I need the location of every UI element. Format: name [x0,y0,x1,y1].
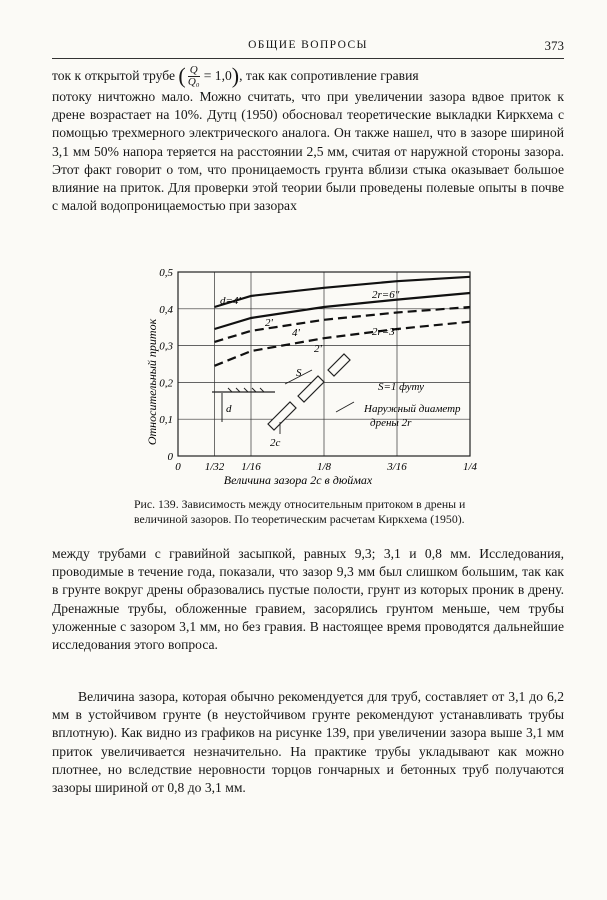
y-axis-label: Относительный приток [145,318,159,446]
paragraph-2: между трубами с гравийной засыпкой, равных 9,3; 3,1 и 0,8 мм. Исследования, проводимые в течение года, показали, что зазор 9,3 мм был слишком большим, так как в грунте вокруг дрены образовались пустые полости, грунт из которых проник в дрену. Дренажные трубы, обложенные гравием, засорялись грунтом меньше, чем трубы уложенные с зазором 3,1 мм, но без гравия. В настоящее время проводятся дальнейшие исследования этого вопроса. [52,546,564,653]
page-header [52,36,564,56]
formula-fraction [188,65,200,88]
drain-pipe-1 [268,402,296,430]
label-2c: 2c [270,437,281,449]
formula-value: = 1,0 [203,68,232,83]
y-tick-label: 0 [167,451,173,463]
label-r3: 2r=3" [372,326,400,338]
header-rule [52,58,564,59]
label-r6: 2r=6" [372,289,400,301]
running-title: ОБЩИЕ ВОПРОСЫ [248,39,368,51]
label-s: S [296,367,302,379]
y-tick-label: 0,4 [159,303,173,316]
label-d2: 2' [265,317,273,329]
chart-series [215,277,471,366]
paragraph-1-text: потоку ничтожно мало. Можно считать, что при увеличении зазора вдвое приток к дрене возрастает на 10%. Дутц (1950) обосновал теоретические выкладки Киркхема с помощью трехмерного электрического аналога. Он также нашел, что в зазоре шириной 3,1 мм 50% напора теряется на расстоянии 2,5 мм, считая от наружной стороны зазора. Этот факт говорит о том, что проницаемость грунта вблизи стыка оказывает большое влияние на приток. Для проверки этой теории были проведены полевые опыты в почве с малой водопроницаемостью при зазорах [52,89,564,214]
figure-caption: Рис. 139. Зависимость между относительным притоком в дрены и величиной зазоров. По теоретическим расчетам Киркхема (1950). [134,497,466,526]
label-d4: d=4' [220,295,241,307]
drain-diagram [212,354,461,449]
diameter-leader-line [336,402,354,412]
x-axis-label: Величина зазора 2c в дюймах [223,473,373,487]
paragraph-1-lead: ток к открытой трубе [52,68,176,83]
y-tick-label: 0,1 [159,414,173,427]
formula-close-paren: ) [231,63,240,88]
paragraph-1-lead-tail: , так как сопротивление гравия [239,68,419,83]
drain-pipe-3 [328,354,350,376]
label-diam-note-1: Наружный диаметр [364,403,461,415]
y-tick-label: 0,2 [159,377,173,390]
x-tick-label: 3/16 [387,461,407,473]
paragraph-1 [52,64,564,215]
series-line [215,293,471,329]
label-d4b: 4' [292,327,300,339]
label-d2b: 2' [314,343,322,355]
formula-numerator: Q [189,63,198,76]
page-number: 373 [544,38,564,53]
x-tick-label: 0 [175,461,181,473]
x-tick-label: 1/4 [462,461,478,473]
series-line [215,277,471,307]
x-tick-label: 1/16 [241,461,261,473]
chart-ticks [159,267,477,473]
formula-denominator: Q₀ [187,75,200,88]
relative-inflow-chart [140,262,490,492]
y-tick-label: 0,5 [159,267,173,279]
y-tick-label: 0,3 [159,340,173,353]
paragraph-3: Величина зазора, которая обычно рекомендуется для труб, составляет от 3,1 до 6,2 мм в устойчивом грунте (в неустойчивом грунте рекомендуют устанавливать трубы вплотную). Как видно из графиков на рисунке 139, при увеличении зазора выше 3,1 мм приток увеличивается незначительно. На практике трубы укладывают как можно плотнее, но вследствие неровности торцов гончарных и бетонных труб получаются зазоры шириной от 0,8 до 3,1 мм. [52,689,564,796]
formula-open-paren: ( [178,63,186,88]
label-diam-note-2: дрены 2r [370,417,412,429]
figure-139 [140,262,490,492]
drain-pipe-2 [298,376,324,402]
paragraph-1-first-line [52,64,564,88]
label-d: d [226,403,232,415]
x-tick-label: 1/32 [204,461,225,473]
label-s-note: S=1 футу [378,381,425,393]
x-tick-label: 1/8 [316,461,332,473]
